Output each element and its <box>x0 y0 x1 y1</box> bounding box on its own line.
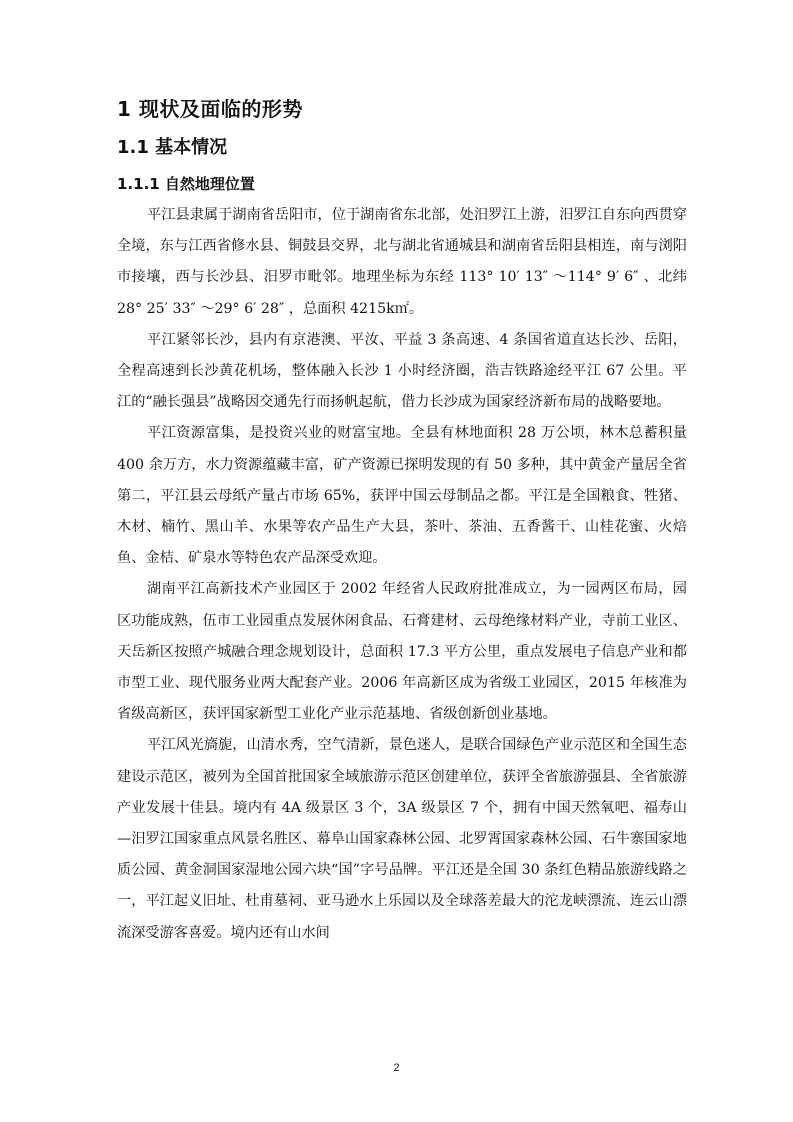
page-number: 2 <box>393 1062 400 1074</box>
paragraph-tourism: 平江风光旖旎，山清水秀，空气清新，景色迷人，是联合国绿色产业示范区和全国生态建设示范区，被列为全国首批国家全域旅游示范区创建单位，获评全省旅游强县、全省旅游产业发展十佳县。境内有 4A 级景区 3 个，3A 级景区 7 个，拥有中国天然氧吧、福寿山—汨罗江国家重点风景名胜区、幕阜山国家森林公园、北罗霄国家森林公园、石牛寨国家地质公园、黄金洞国家湿地公园六块“国”字号品牌。平江还是全国 30 条红色精品旅游线路之一，平江起义旧址、杜甫墓祠、亚马逊水上乐园以及全球落差最大的沱龙峡漂流、连云山漂流深受游客喜爱。境内还有山水间 <box>117 737 687 941</box>
page-content <box>117 96 687 949</box>
paragraph-resources: 平江资源富集，是投资兴业的财富宝地。全县有林地面积 28 万公顷，林木总蓄积量 400 余万方，水力资源蕴藏丰富，矿产资源已探明发现的有 50 多种，其中黄金产量居全省第二，平江县云母纸产量占市场 65%，获评中国云母制品之都。平江是全国粮食、牲猪、木材、楠竹、黑山羊、水果等农产品生产大县，茶叶、茶油、五香酱干、山桂花蜜、火焙鱼、金桔、矿泉水等特色农产品深受欢迎。 <box>117 425 687 567</box>
section-heading: 1.1 基本情况 <box>117 137 228 158</box>
paragraph-industrial-park: 湖南平江高新技术产业园区于 2002 年经省人民政府批准成立，为一园两区布局，园区功能成熟，伍市工业园重点发展休闲食品、石膏建材、云母绝缘材料产业，寺前工业区、天岳新区按照产城融合理念规划设计，总面积 17.3 平方公里，重点发展电子信息产业和都市型工业、现代服务业两大配套产业。2006 年高新区成为省级工业园区，2015 年核准为省级高新区，获评国家新型工业化产业示范基地、省级创新创业基地。 <box>117 581 687 723</box>
subsection-heading: 1.1.1 自然地理位置 <box>117 175 255 193</box>
paragraph-location: 平江县隶属于湖南省岳阳市，位于湖南省东北部，处汨罗江上游，汨罗江自东向西贯穿全境，东与江西省修水县、铜鼓县交界，北与湖北省通城县和湖南省岳阳县相连，南与浏阳市接壤，西与长沙县、汨罗市毗邻。地理坐标为东经 113° 10′ 13″ ～114° 9′ 6″ 、北纬 28° 25′ 33″ ～29° 6′ 28″ ，总面积 4215k㎡。 <box>117 207 687 317</box>
chapter-heading: 1 现状及面临的形势 <box>117 97 303 121</box>
paragraph-transport: 平江紧邻长沙，县内有京港澳、平汝、平益 3 条高速、4 条国省道直达长沙、岳阳，全程高速到长沙黄花机场，整体融入长沙 1 小时经济圈，浩吉铁路途经平江 67 公里。平江的“融长强县”战略因交通先行而扬帆起航，借力长沙成为国家经济新布局的战略要地。 <box>117 331 687 411</box>
